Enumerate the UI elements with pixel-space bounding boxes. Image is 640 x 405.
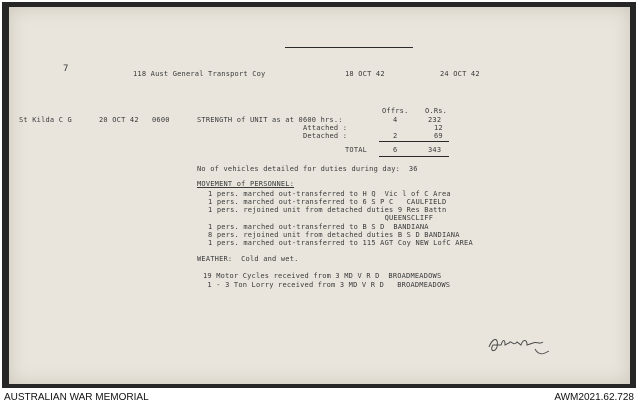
margin-mark: 7 [63,64,69,74]
movement-heading: MOVEMENT of PERSONNEL: [197,180,295,188]
movement-item: 1 pers. marched out-transferred to B S D BANDIANA [208,223,429,231]
detached-offrs: 2 [393,132,398,140]
detached-label: Detached : [303,132,348,140]
movement-item: 1 pers. marched out-transferred to H Q Vic l of C Area [208,190,451,198]
total-label: TOTAL [345,146,368,154]
catalogue-id: AWM2021.62.728 [554,392,634,403]
institution-label: AUSTRALIAN WAR MEMORIAL [4,392,149,403]
movement-item: 1 pers. marched out-transferred to 6 S P C CAULFIELD [208,198,447,206]
vehicles-detailed: No of vehicles detailed for duties during day: 36 [197,165,418,173]
movement-item: 1 pers. rejoined unit from detached duties 9 Res Battn [208,206,447,214]
date-to: 24 OCT 42 [440,70,480,78]
document-background [2,2,636,388]
attached-ors: 12 [434,124,443,132]
total-offrs: 6 [393,146,398,154]
weather-line: WEATHER: Cold and wet. [197,255,299,263]
entry-time: 0600 [152,116,170,124]
top-rule [285,47,413,48]
total-ors: 343 [428,146,442,154]
detached-ors: 69 [434,132,443,140]
strength-label: STRENGTH of UNIT as at 0600 hrs.: [197,116,343,124]
vehicles-received-item: 19 Motor Cycles received from 3 MD V R D BROADMEADOWS [203,272,442,280]
total-rule [379,141,449,142]
vehicles-received-item: 1 - 3 Ton Lorry received from 3 MD V R D BROADMEADOWS [203,281,451,289]
strength-offrs: 4 [393,116,398,124]
handwritten-signature [485,333,555,359]
entry-place: St Kilda C G [19,116,72,124]
strength-ors: 232 [428,116,442,124]
archive-footer [0,390,640,405]
col-offrs-header: Offrs. [382,107,409,115]
unit-name: 118 Aust General Transport Coy [133,70,266,78]
attached-label: Attached : [303,124,348,132]
total-underline [379,156,449,157]
date-from: 18 OCT 42 [345,70,385,78]
movement-item: 1 pers. marched out-transferred to 115 AGT Coy NEW LofC AREA [208,239,473,247]
entry-date: 20 OCT 42 [99,116,139,124]
col-ors-header: O.Rs. [425,107,448,115]
movement-item: QUEENSCLIFF [208,214,434,222]
war-diary-page [9,7,630,384]
movement-item: 8 pers. rejoined unit from detached duties B S D BANDIANA [208,231,460,239]
